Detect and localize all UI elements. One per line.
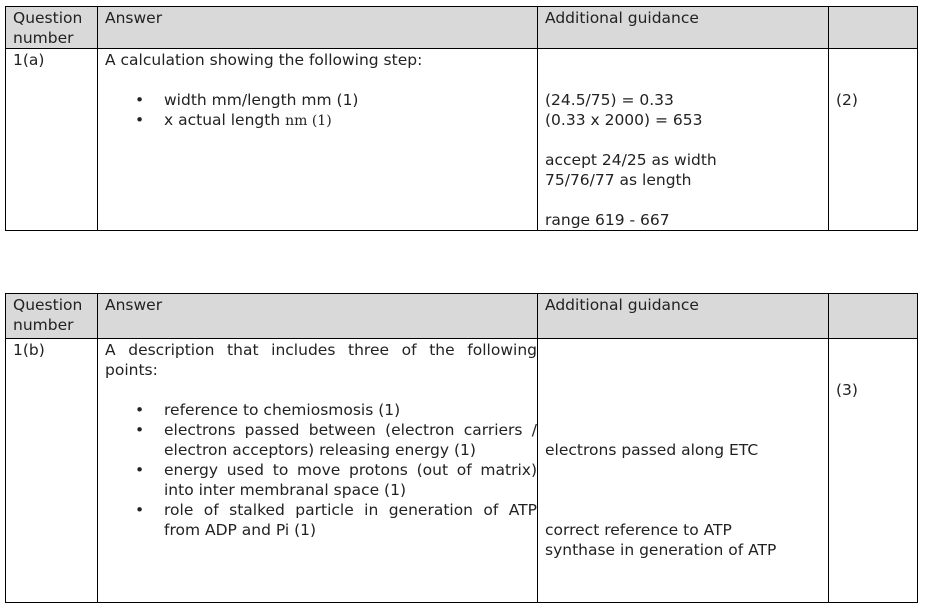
point-text: reference to chemiosmosis (1) (164, 401, 401, 419)
bullet-icon: • (135, 461, 145, 479)
answer-points (105, 90, 537, 131)
mark-scheme-table-1b (5, 293, 918, 603)
answer-intro: A calculation showing the following step: (105, 51, 423, 69)
answer-row (6, 49, 918, 231)
header-question-number: Question number (6, 7, 98, 49)
mark-scheme-table-1a (5, 6, 918, 231)
guidance-cell (538, 339, 829, 603)
list-item (135, 460, 537, 500)
bullet-icon: • (135, 401, 145, 419)
guidance-line: 75/76/77 as length (545, 171, 692, 189)
list-item (135, 90, 537, 110)
bullet-icon: • (135, 421, 145, 439)
header-marks (829, 7, 918, 49)
point-text: electrons passed between (electron carriers / electron acceptors) releasing energy (1) (164, 421, 537, 459)
header-additional-guidance: Additional guidance (538, 294, 829, 339)
bullet-icon: • (135, 111, 145, 129)
point-text: energy used to move protons (out of matrix) into inter membranal space (1) (164, 461, 537, 499)
point-unit-text: nm (1) (285, 113, 332, 129)
header-answer: Answer (98, 7, 538, 49)
guidance-cell (538, 49, 829, 231)
point-text: x actual length (164, 111, 286, 129)
header-row (6, 294, 918, 339)
answer-row (6, 339, 918, 603)
answer-cell (98, 339, 538, 603)
header-question-number: Question number (6, 294, 98, 339)
bullet-icon: • (135, 501, 145, 519)
header-marks (829, 294, 918, 339)
answer-cell (98, 49, 538, 231)
marks-cell (829, 339, 918, 603)
point-text: role of stalked particle in generation of ATP from ADP and Pi (1) (164, 501, 537, 539)
point-text: width mm/length mm (1) (164, 91, 359, 109)
marks-cell (829, 49, 918, 231)
list-item (135, 110, 537, 131)
answer-points (105, 400, 537, 540)
guidance-line: accept 24/25 as width (545, 151, 717, 169)
marks-value: (2) (836, 91, 858, 109)
guidance-line: synthase in generation of ATP (545, 541, 777, 559)
header-answer: Answer (98, 294, 538, 339)
guidance-line: (0.33 x 2000) = 653 (545, 111, 703, 129)
guidance-line: electrons passed along ETC (545, 441, 759, 459)
header-additional-guidance: Additional guidance (538, 7, 829, 49)
guidance-line: correct reference to ATP (545, 521, 732, 539)
list-item (135, 400, 537, 420)
guidance-line: range 619 - 667 (545, 211, 670, 229)
bullet-icon: • (135, 91, 145, 109)
question-number: 1(a) (6, 49, 98, 231)
answer-intro: A description that includes three of the following points: (105, 341, 537, 379)
list-item (135, 420, 537, 460)
header-row (6, 7, 918, 49)
guidance-line: (24.5/75) = 0.33 (545, 91, 674, 109)
list-item (135, 500, 537, 540)
question-number: 1(b) (6, 339, 98, 603)
marks-value: (3) (836, 381, 858, 399)
